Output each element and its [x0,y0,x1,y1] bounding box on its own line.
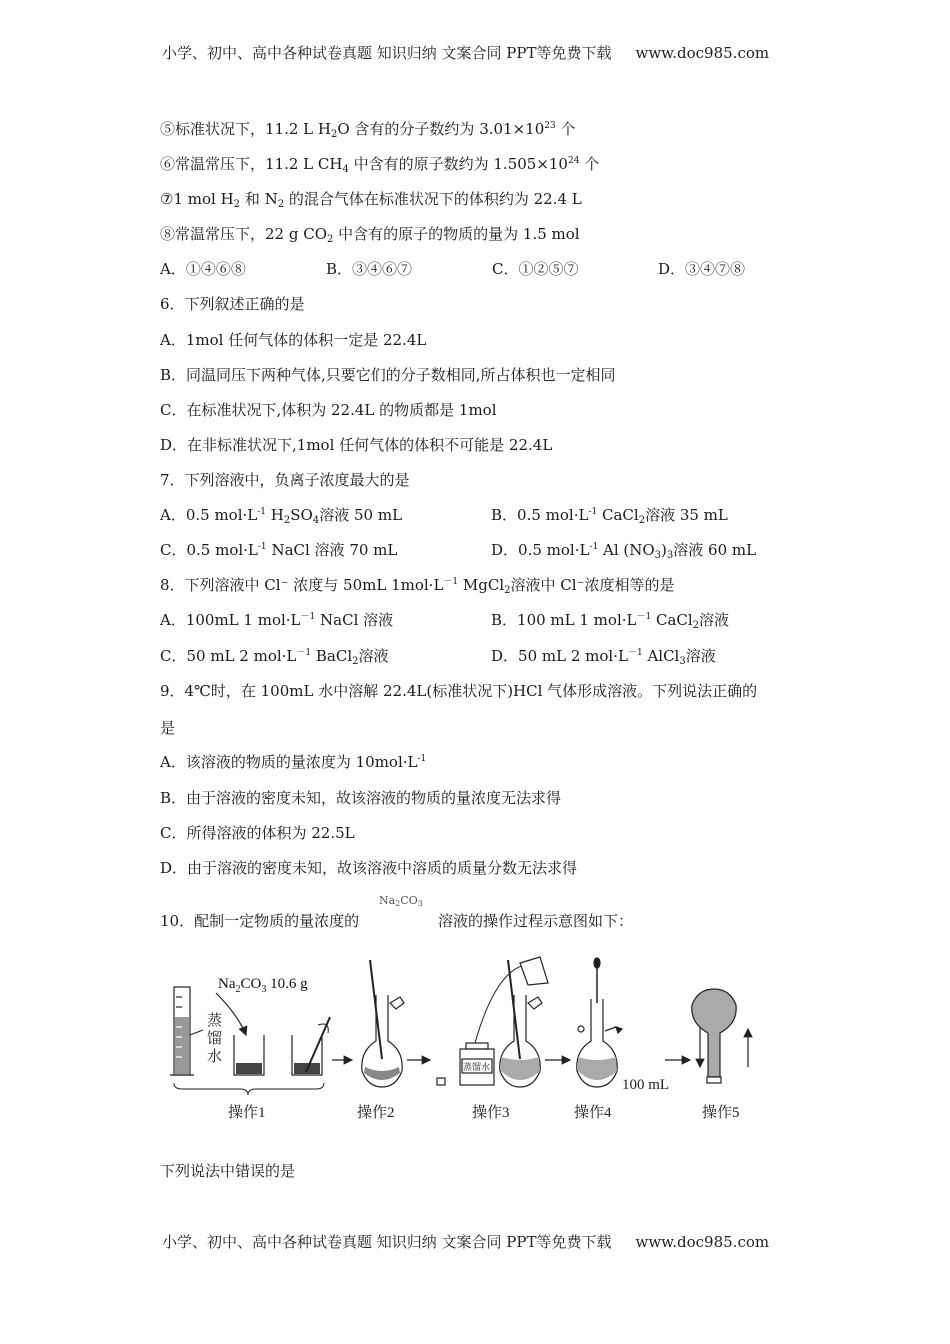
step-label-2: 操作2 [357,1105,395,1121]
q6-option-c: C．在标准状况下,体积为 22.4L 的物质都是 1mol [160,401,497,419]
q8-option-c: C．50 mL 2 $mol\cdot L^{-1}$ BaCl$_2$溶液 [160,647,389,667]
header-text: 小学、初中、高中各种试卷真题 知识归纳 文案合同 PPT等免费下载 [162,44,612,62]
inverted-flask [692,989,748,1083]
q5-options [160,258,745,279]
q8-stem: 8．下列溶液中 Cl⁻ 浓度与 50mL $1mol\cdot L^{-1}$ MgCl$_2$溶液中 Cl⁻浓度相等的是 [160,576,675,596]
q8-option-b: B．100 mL 1 $mol\cdot L^{-1}$ CaCl$_2$溶液 [491,611,730,631]
page-header [162,42,769,63]
q5-option-d: D．③④⑦⑧ [658,260,746,278]
q7-option-c: C．0.5 $mol\cdot L^{-1}$ NaCl 溶液 70 mL [160,541,398,559]
reagent-label: $Na_2CO_3$ 10.6 g [218,976,308,995]
graduated-cylinder [170,987,194,1075]
step-label-5: 操作5 [702,1105,740,1121]
q8-option-a: A．100mL 1 $mol\cdot L^{-1}$ NaCl 溶液 [160,611,394,629]
q9-stem-line2: 是 [160,719,176,737]
water-label-2: 馏 [207,1031,223,1047]
bottle-label: 蒸馏水 [463,1062,491,1072]
statement-8: ⑧常温常压下，22 g $CO_2$ 中含有的原子的物质的量为 1.5 mol [160,225,580,245]
statement-6: ⑥常温常压下，11.2 L $CH_4$ 中含有的原子数约为 $1.505\times 10^{24}$ 个 [160,155,600,175]
q9-stem-line1: 9．4℃时，在 100mL 水中溶解 22.4L(标准状况下)HCl 气体形成溶液。下列说法正确的 [160,682,758,700]
q7-stem: 7．下列溶液中，负离子浓度最大的是 [160,471,410,489]
q9-option-d: D．由于溶液的密度未知，故该溶液中溶质的质量分数无法求得 [160,859,578,877]
beaker-2 [292,1017,330,1075]
q6-stem: 6．下列叙述正确的是 [160,295,305,313]
step-label-3: 操作3 [472,1105,510,1121]
footer-text: 小学、初中、高中各种试卷真题 知识归纳 文案合同 PPT等免费下载 [162,1233,612,1251]
q9-option-b: B．由于溶液的密度未知，故该溶液的物质的量浓度无法求得 [160,789,562,807]
q9-option-c: C．所得溶液的体积为 22.5L [160,824,355,842]
water-label-1: 蒸 [207,1013,223,1029]
volumetric-flask-4 [577,958,622,1087]
beaker-1 [234,1035,264,1075]
volume-label: 100 mL [622,1077,670,1093]
preparation-diagram [160,955,790,1130]
q6-option-a: A．1mol 任何气体的体积一定是 22.4L [160,331,427,349]
header-site: www.doc985.com [635,44,770,62]
step-label-1: 操作1 [228,1105,266,1121]
q7-option-a: A．0.5 $mol\cdot L^{-1}$ $H_2SO_4$溶液 50 mL [160,506,403,526]
water-label-3: 水 [207,1049,223,1065]
page-footer [162,1231,769,1252]
q8-option-d: D．50 mL 2 $mol\cdot L^{-1}$ AlCl$_3$溶液 [491,647,716,667]
volumetric-flask-2 [362,960,404,1087]
q10-tail: 下列说法中错误的是 [160,1162,296,1180]
q5-option-c: C．①②⑤⑦ [492,260,579,278]
q5-option-b: B．③④⑥⑦ [326,260,413,278]
q10-stem-b: 溶液的操作过程示意图如下： [438,912,634,930]
footer-site: www.doc985.com [635,1233,770,1251]
q6-option-d: D．在非标准状况下,1mol 任何气体的体积不可能是 22.4L [160,436,553,454]
statement-5: ⑤标准状况下，11.2 L $H_2O$ 含有的分子数约为 $3.01\times 10^{23}$ 个 [160,120,576,140]
statement-7: ⑦1 mol $H_2$ 和 $N_2$ 的混合气体在标准状况下的体积约为 22.4 L [160,190,582,210]
q5-option-a: A．①④⑥⑧ [160,260,246,278]
q10-stem-a: 10．配制一定物质的量浓度的 [160,912,360,930]
step-label-4: 操作4 [574,1105,612,1121]
q10-formula: Na2CO3 [379,894,423,908]
q6-option-b: B．同温同压下两种气体,只要它们的分子数相同,所占体积也一定相同 [160,366,616,384]
q9-option-a: A．该溶液的物质的量浓度为 $10mol\cdot L^{-1}$ [160,753,427,771]
q7-option-d: D．0.5 $mol\cdot L^{-1}$ Al $(NO_3)_3$溶液 60 mL [491,541,757,561]
q7-option-b: B．0.5 $mol\cdot L^{-1}$ CaCl$_2$溶液 35 mL [491,506,728,526]
